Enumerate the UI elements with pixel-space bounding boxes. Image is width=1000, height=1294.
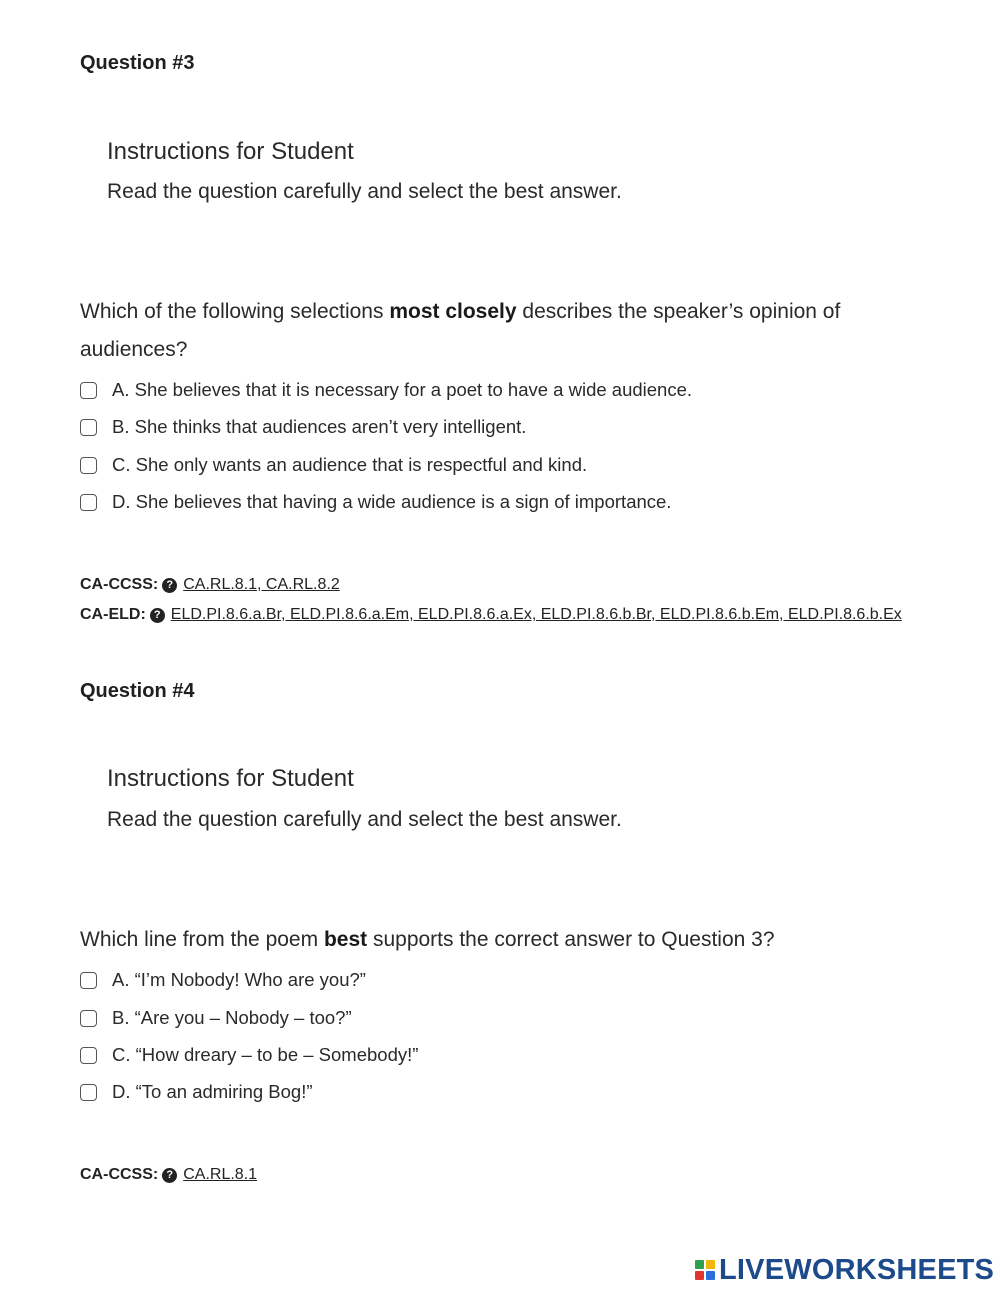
logo-square-3 bbox=[695, 1271, 704, 1280]
question-4-instructions-body: Read the question carefully and select the best answer. bbox=[107, 808, 622, 831]
logo-square-1 bbox=[695, 1260, 704, 1269]
help-icon[interactable]: ? bbox=[150, 608, 165, 623]
help-icon[interactable]: ? bbox=[162, 1168, 177, 1183]
question-3-instructions-title: Instructions for Student bbox=[107, 138, 354, 165]
logo-square-4 bbox=[706, 1271, 715, 1280]
stem-text: supports the correct answer to Question 3? bbox=[367, 928, 775, 951]
standard-label: CA-CCSS: bbox=[80, 1166, 159, 1183]
option-label: A. “I’m Nobody! Who are you?” bbox=[112, 969, 366, 990]
standard-links[interactable]: CA.RL.8.1, CA.RL.8.2 bbox=[183, 576, 340, 593]
stem-emphasis: most closely bbox=[389, 300, 517, 323]
option-label: B. She thinks that audiences aren’t very intelligent. bbox=[112, 416, 527, 437]
question-3-instructions-body: Read the question carefully and select the best answer. bbox=[107, 180, 622, 203]
stem-text: describes the speaker’s opinion of audiences? bbox=[80, 300, 841, 361]
option-label: C. She only wants an audience that is respectful and kind. bbox=[112, 454, 588, 475]
q4-standards-ccss bbox=[80, 1166, 257, 1184]
question-3-stem bbox=[80, 293, 925, 369]
q4-option-c[interactable] bbox=[80, 1044, 418, 1066]
help-icon[interactable]: ? bbox=[162, 578, 177, 593]
stem-emphasis: best bbox=[323, 928, 368, 951]
standard-links[interactable]: ELD.PI.8.6.a.Br, ELD.PI.8.6.a.Em, ELD.PI.8.6.a.Ex, ELD.PI.8.6.b.Br, ELD.PI.8.6.b.Em, ELD.PI.8.6.b.Ex bbox=[170, 606, 902, 623]
question-3-title: Question #3 bbox=[80, 52, 195, 74]
option-label: D. She believes that having a wide audience is a sign of importance. bbox=[112, 491, 672, 512]
option-label: A. She believes that it is necessary for a poet to have a wide audience. bbox=[112, 379, 693, 400]
q3-option-c[interactable] bbox=[80, 454, 587, 476]
q3-standards-eld bbox=[80, 606, 902, 624]
checkbox-icon[interactable] bbox=[80, 1010, 97, 1027]
q4-option-a[interactable] bbox=[80, 969, 366, 991]
q3-option-d[interactable] bbox=[80, 491, 671, 513]
stem-text: Which line from the poem bbox=[80, 928, 324, 951]
q3-option-b[interactable] bbox=[80, 416, 526, 438]
option-label: B. “Are you – Nobody – too?” bbox=[112, 1007, 352, 1028]
checkbox-icon[interactable] bbox=[80, 972, 97, 989]
checkbox-icon[interactable] bbox=[80, 382, 97, 399]
standard-label: CA-ELD: bbox=[80, 606, 146, 623]
option-label: D. “To an admiring Bog!” bbox=[112, 1081, 313, 1102]
checkbox-icon[interactable] bbox=[80, 1084, 97, 1101]
q3-standards-ccss bbox=[80, 576, 340, 594]
question-4-stem bbox=[80, 921, 925, 959]
option-label: C. “How dreary – to be – Somebody!” bbox=[112, 1044, 419, 1065]
logo-mark-icon bbox=[695, 1260, 715, 1280]
liveworksheets-logo bbox=[695, 1252, 994, 1288]
question-4-title: Question #4 bbox=[80, 680, 195, 702]
checkbox-icon[interactable] bbox=[80, 1047, 97, 1064]
q4-option-d[interactable] bbox=[80, 1081, 313, 1103]
checkbox-icon[interactable] bbox=[80, 419, 97, 436]
checkbox-icon[interactable] bbox=[80, 457, 97, 474]
checkbox-icon[interactable] bbox=[80, 494, 97, 511]
logo-square-2 bbox=[706, 1260, 715, 1269]
question-4-instructions-title: Instructions for Student bbox=[107, 765, 354, 792]
standard-links[interactable]: CA.RL.8.1 bbox=[183, 1166, 258, 1183]
q4-option-b[interactable] bbox=[80, 1007, 352, 1029]
standard-label: CA-CCSS: bbox=[80, 576, 159, 593]
logo-text: LIVEWORKSHEETS bbox=[719, 1253, 995, 1286]
stem-text: Which of the following selections bbox=[80, 300, 390, 323]
q3-option-a[interactable] bbox=[80, 379, 692, 401]
